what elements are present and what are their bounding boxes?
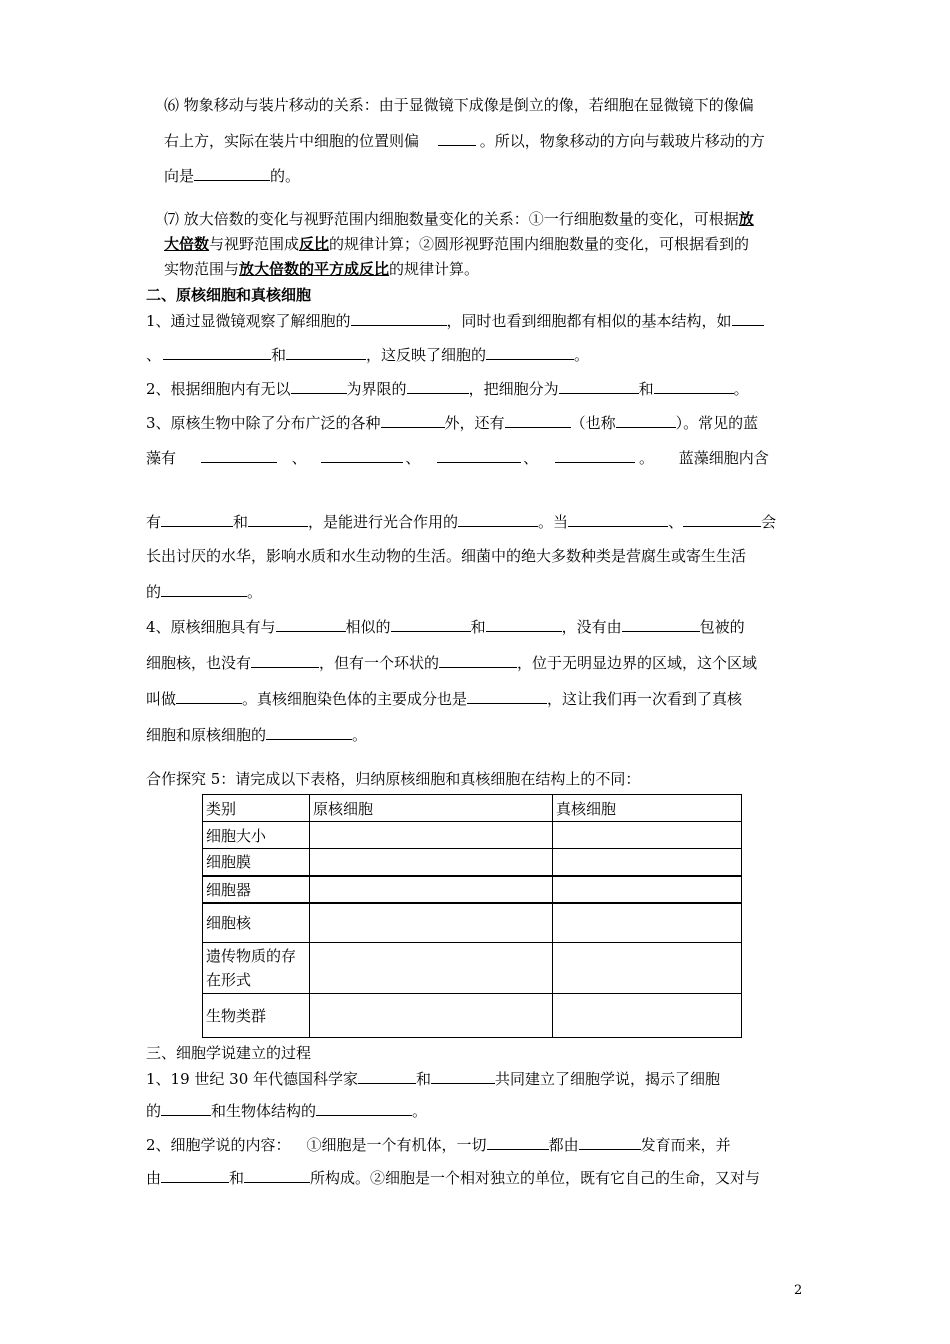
q3-1-line1: 1、19 世纪 30 年代德国科学家 和 共同建立了细胞学说，揭示了细胞 xyxy=(146,1070,721,1088)
table-cell[interactable] xyxy=(553,903,742,943)
p6-line1: ⑹ 物象移动与装片移动的关系：由于显微镜下成像是倒立的像，若细胞在显微镜下的像偏 xyxy=(164,96,754,114)
q3-2-line1: 2、细胞学说的内容： ①细胞是一个有机体，一切 都由 发育而来，并 xyxy=(146,1136,731,1154)
fill-blank[interactable] xyxy=(201,448,277,463)
fill-blank[interactable] xyxy=(568,512,668,527)
fill-blank[interactable] xyxy=(161,1101,211,1116)
fill-blank[interactable] xyxy=(732,311,764,326)
comparison-table xyxy=(202,794,742,1038)
q2-4-line1: 4、原核细胞具有与 相似的 和 ，没有由 包被的 xyxy=(146,618,745,636)
q2-3-line5: 的 。 xyxy=(146,583,263,601)
fill-blank[interactable] xyxy=(266,725,352,740)
q2-4-line2: 细胞核，也没有 ，但有一个环状的 ，位于无明显边界的区域，这个区域 xyxy=(146,654,758,672)
p7-line3: 实物范围与放大倍数的平方成反比的规律计算。 xyxy=(164,260,480,278)
table-row xyxy=(203,822,742,849)
q3-2-line2: 由 和 所构成。②细胞是一个相对独立的单位，既有它自己的生命，又对与 xyxy=(146,1169,761,1187)
fill-blank[interactable] xyxy=(579,1135,641,1150)
row-label: 细胞器 xyxy=(203,876,310,903)
table-cell[interactable] xyxy=(553,994,742,1038)
table-cell[interactable] xyxy=(553,876,742,903)
fill-blank[interactable] xyxy=(683,512,761,527)
table-cell[interactable] xyxy=(310,903,553,943)
q2-4-line3: 叫做 。真核细胞染色体的主要成分也是 ，这让我们再一次看到了真核 xyxy=(146,690,743,708)
p6-line2: 右上方，实际在装片中细胞的位置则偏 。所以，物象移动的方向与载玻片移动的方 xyxy=(164,132,765,150)
fill-blank[interactable] xyxy=(251,653,319,668)
fill-blank[interactable] xyxy=(161,582,247,597)
table-row xyxy=(203,994,742,1038)
fill-blank[interactable] xyxy=(486,345,574,360)
p7-line1: ⑺ 放大倍数的变化与视野范围内细胞数量变化的关系：①一行细胞数量的变化，可根据放 xyxy=(164,210,754,228)
fill-blank[interactable] xyxy=(291,379,347,394)
q3-1-line2: 的 和生物体结构的 。 xyxy=(146,1102,428,1120)
section-3-heading: 三、细胞学说建立的过程 xyxy=(146,1044,312,1062)
table-row xyxy=(203,795,742,822)
table-row xyxy=(203,849,742,876)
fill-blank[interactable] xyxy=(358,1069,416,1084)
fill-blank[interactable] xyxy=(487,1135,549,1150)
row-label: 细胞膜 xyxy=(203,849,310,876)
fill-blank[interactable] xyxy=(622,617,700,632)
q2-1-line2: 、 和 ，这反映了细胞的 。 xyxy=(146,346,590,364)
q2-4-line4: 细胞和原核细胞的 。 xyxy=(146,726,368,744)
fill-blank[interactable] xyxy=(316,1101,412,1116)
fill-blank[interactable] xyxy=(194,166,270,181)
q2-2: 2、根据细胞内有无以 为界限的 ，把细胞分为 和 。 xyxy=(146,380,749,398)
p6-line3: 向是 的。 xyxy=(164,167,301,185)
fill-blank[interactable] xyxy=(176,689,242,704)
table-cell[interactable] xyxy=(553,943,742,994)
fill-blank[interactable] xyxy=(555,448,635,463)
fill-blank[interactable] xyxy=(431,1069,495,1084)
fill-blank[interactable] xyxy=(351,311,447,326)
table-header: 原核细胞 xyxy=(310,795,553,822)
explore-title: 合作探究 5：请完成以下表格，归纳原核细胞和真核细胞在结构上的不同： xyxy=(146,770,641,788)
fill-blank[interactable] xyxy=(407,379,469,394)
table-cell[interactable] xyxy=(310,943,553,994)
fill-blank[interactable] xyxy=(163,345,271,360)
table-cell[interactable] xyxy=(310,994,553,1038)
table-cell[interactable] xyxy=(310,822,553,849)
fill-blank[interactable] xyxy=(505,413,571,428)
fill-blank[interactable] xyxy=(467,689,547,704)
q2-3-line1: 3、原核生物中除了分布广泛的各种 外，还有 （也称 ）。常见的蓝 xyxy=(146,414,759,432)
table-row xyxy=(203,943,742,994)
fill-blank[interactable] xyxy=(248,512,308,527)
row-label: 遗传物质的存 在形式 xyxy=(203,943,310,994)
fill-blank[interactable] xyxy=(161,512,233,527)
fill-blank[interactable] xyxy=(321,448,403,463)
table-header: 真核细胞 xyxy=(553,795,742,822)
fill-blank[interactable] xyxy=(616,413,676,428)
q2-1-line1: 1、通过显微镜观察了解细胞的 ，同时也看到细胞都有相似的基本结构，如 xyxy=(146,311,764,330)
row-label: 细胞核 xyxy=(203,903,310,943)
fill-blank[interactable] xyxy=(244,1168,310,1183)
q2-3-line2: 藻有 、 、 、 。 蓝藻细胞内含 xyxy=(146,449,769,467)
fill-blank[interactable] xyxy=(381,413,445,428)
fill-blank[interactable] xyxy=(439,653,517,668)
fill-blank[interactable] xyxy=(276,617,346,632)
table-cell[interactable] xyxy=(310,849,553,876)
fill-blank[interactable] xyxy=(438,131,476,146)
fill-blank[interactable] xyxy=(161,1168,229,1183)
table-header: 类别 xyxy=(203,795,310,822)
q2-3-line4: 长出讨厌的水华，影响水质和水生动物的生活。细菌中的绝大多数种类是营腐生或寄生生活 xyxy=(146,547,747,565)
row-label: 生物类群 xyxy=(203,994,310,1038)
fill-blank[interactable] xyxy=(654,379,734,394)
p7-line2: 大倍数与视野范围成反比的规律计算；②圆形视野范围内细胞数量的变化，可根据看到的 xyxy=(164,235,750,253)
table-cell[interactable] xyxy=(310,876,553,903)
fill-blank[interactable] xyxy=(486,617,562,632)
fill-blank[interactable] xyxy=(458,512,538,527)
table-cell[interactable] xyxy=(553,849,742,876)
table-row xyxy=(203,876,742,903)
fill-blank[interactable] xyxy=(437,448,521,463)
fill-blank[interactable] xyxy=(391,617,471,632)
q2-3-line3: 有 和 ，是能进行光合作用的 。当 、 会 xyxy=(146,513,777,531)
section-2-heading: 二、原核细胞和真核细胞 xyxy=(146,286,312,304)
page-number: 2 xyxy=(794,1283,803,1298)
table-cell[interactable] xyxy=(553,822,742,849)
fill-blank[interactable] xyxy=(559,379,639,394)
fill-blank[interactable] xyxy=(286,345,366,360)
table-row xyxy=(203,903,742,943)
row-label: 细胞大小 xyxy=(203,822,310,849)
